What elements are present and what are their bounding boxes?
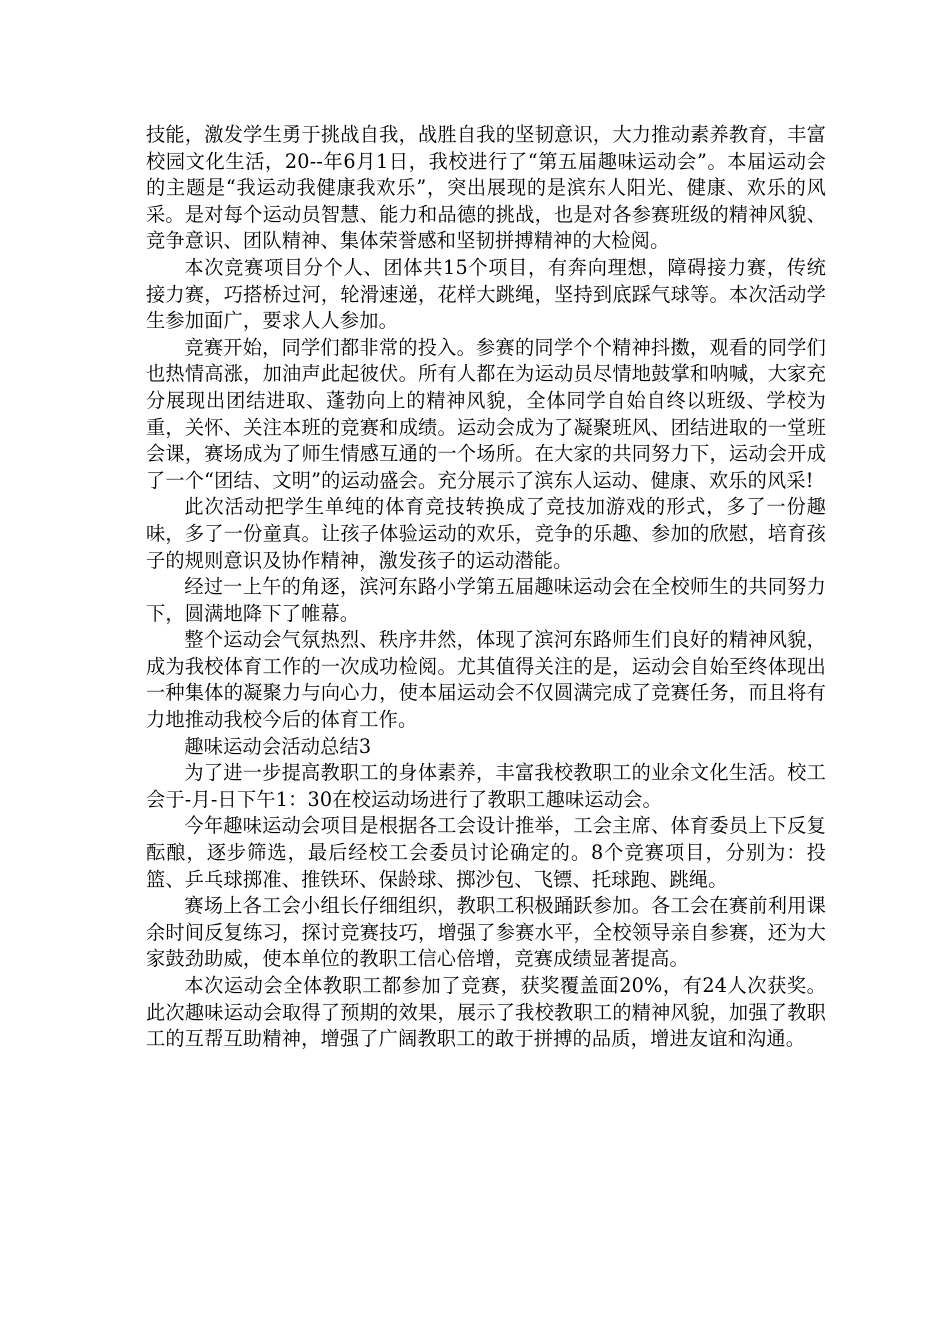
- paragraph-overall-atmosphere: 整个运动会气氛热烈、秩序井然，体现了滨河东路师生们良好的精神风貌，成为我校体育工作的一次成功检阅。尤其值得关注的是，运动会自始至终体现出一种集体的凝聚力与向心力，使本届运动会不仅圆满完成了竞赛任务，而且将有力地推动我校今后的体育工作。: [146, 628, 826, 732]
- document-body: [146, 122, 826, 1053]
- paragraph-competition-start: 竞赛开始，同学们都非常的投入。参赛的同学个个精神抖擞，观看的同学们也热情高涨，加油声此起彼伏。所有人都在为运动员尽情地鼓掌和呐喊，大家充分展现出团结进取、蓬勃向上的精神风貌，全体同学自始自终以班级、学校为重，关怀、关注本班的竞赛和成绩。运动会成为了凝聚班风、团结进取的一堂班会课，赛场成为了师生情感互通的一个场所。在大家的共同努力下，运动会开成了一个“团结、文明”的运动盛会。充分展示了滨东人运动、健康、欢乐的风采!: [146, 335, 826, 492]
- section-heading: 趣味运动会活动总结3: [184, 734, 372, 758]
- paragraph-staff-intro: 为了进一步提高教职工的身体素养，丰富我校教职工的业余文化生活。校工会于-月-日下午1：30在校运动场进行了教职工趣味运动会。: [146, 761, 826, 811]
- paragraph-intro-continued: 技能，激发学生勇于挑战自我，战胜自我的坚韧意识，大力推动素养教育，丰富校园文化生活，20--年6月1日，我校进行了“第五届趣味运动会”。本届运动会的主题是“我运动我健康我欢乐”，突出展现的是滨东人阳光、健康、欢乐的风采。是对每个运动员智慧、能力和品德的挑战，也是对各参赛班级的精神风貌、竞争意识、团队精神、集体荣誉感和坚韧拼搏精神的大检阅。: [146, 123, 826, 253]
- paragraph-activity-format: 此次活动把学生单纯的体育竞技转换成了竞技加游戏的形式，多了一份趣味，多了一份童真。让孩子体验运动的欢乐，竞争的乐趣、参加的欣慰，培育孩子的规则意识及协作精神，激发孩子的运动潜能。: [146, 495, 826, 572]
- paragraph-staff-items: 今年趣味运动会项目是根据各工会设计推举，工会主席、体育委员上下反复酝酿，逐步筛选，最后经校工会委员讨论确定的。8个竞赛项目，分别为：投篮、乒乓球掷准、推铁环、保龄球、掷沙包、飞镖、托球跑、跳绳。: [146, 814, 826, 891]
- paragraph-competition-items: 本次竞赛项目分个人、团体共15个项目，有奔向理想，障碍接力赛，传统接力赛，巧搭桥过河，轮滑速递，花样大跳绳，坚持到底踩气球等。本次活动学生参加面广，要求人人参加。: [146, 255, 826, 333]
- paragraph-staff-participation: 赛场上各工会小组长仔细组织，教职工积极踊跃参加。各工会在赛前利用课余时间反复练习，探讨竞赛技巧，增强了参赛水平，全校领导亲自参赛，还为大家鼓劲助威，使本单位的教职工信心倍增，竞赛成绩显著提高。: [146, 894, 826, 971]
- paragraph-closing: 经过一上午的角逐，滨河东路小学第五届趣味运动会在全校师生的共同努力下，圆满地降下了帷幕。: [146, 575, 826, 625]
- paragraph-staff-results: 本次运动会全体教职工都参加了竞赛，获奖覆盖面20%，有24人次获奖。此次趣味运动会取得了预期的效果，展示了我校教职工的精神风貌，加强了教职工的互帮互助精神，增强了广阔教职工的敢于拼搏的品质，增进友谊和沟通。: [146, 974, 826, 1051]
